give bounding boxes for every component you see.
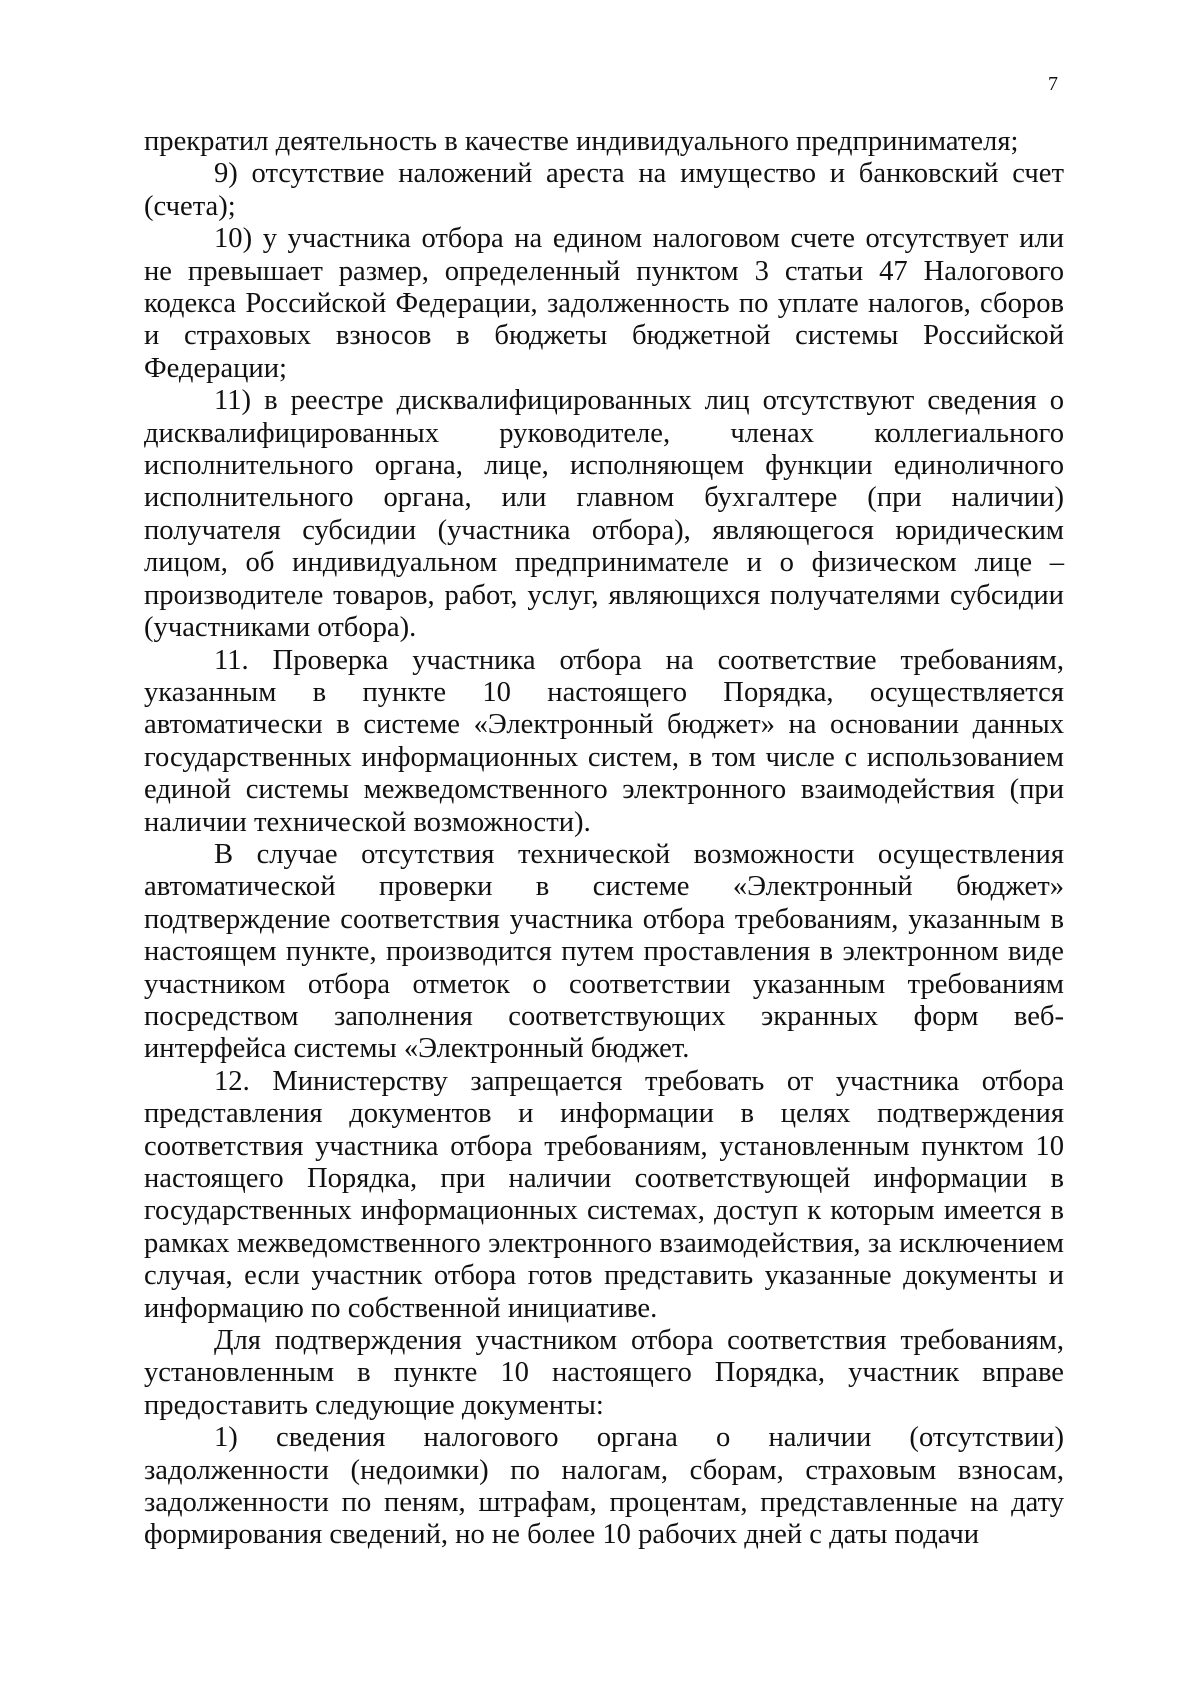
paragraph-section-12: 12. Министерству запрещается требовать от участника отбора представления документов и информации в целях подтверждения соответствия участника отбора требованиям, установленным пунктом 10 настоящего Порядка, при наличии соответствующей информации в государственных информационных системах, доступ к которым имеется в рамках межведомственного электронного взаимодействия, за исключением случая, если участник отбора готов представить указанные документы и информацию по собственной инициативе. (144, 1065, 1064, 1324)
paragraph-section-11: 11. Проверка участника отбора на соответствие требованиям, указанным в пункте 10 настоящего Порядка, осуществляется автоматически в системе «Электронный бюджет» на основании данных государственных информационных систем, в том числе с использованием единой системы межведомственного электронного взаимодействия (при наличии технической возможности). (144, 644, 1064, 838)
paragraph-documents-intro: Для подтверждения участником отбора соответствия требованиям, установленным в пункте 10 настоящего Порядка, участник вправе предоставить следующие документы: (144, 1325, 1064, 1421)
paragraph-document-item-1: 1) сведения налогового органа о наличии (отсутствии) задолженности (недоимки) по налогам, сборам, страховым взносам, задолженности по пеням, штрафам, процентам, представленные на дату формирования сведений, но не более 10 рабочих дней с даты подачи (144, 1422, 1064, 1551)
paragraph-item-11: 11) в реестре дисквалифицированных лиц отсутствуют сведения о дисквалифицированных руководителе, членах коллегиального исполнительного органа, лице, исполняющем функции единоличного исполнительного органа, или главном бухгалтере (при наличии) получателя субсидии (участника отбора), являющегося юридическим лицом, об индивидуальном предпринимателе и о физическом лице – производителе товаров, работ, услуг, являющихся получателями субсидии (участниками отбора). (144, 385, 1064, 644)
page-number: 7 (1048, 73, 1058, 95)
paragraph-item-10: 10) у участника отбора на едином налоговом счете отсутствует или не превышает размер, определенный пунктом 3 статьи 47 Налогового кодекса Российской Федерации, задолженность по уплате налогов, сборов и страховых взносов в бюджеты бюджетной системы Российской Федерации; (144, 223, 1064, 384)
paragraph-item-9: 9) отсутствие наложений ареста на имущество и банковский счет (счета); (144, 158, 1064, 222)
paragraph-continuation: прекратил деятельность в качестве индивидуального предпринимателя; (144, 126, 1019, 157)
paragraph-section-11-continued: В случае отсутствия технической возможности осуществления автоматической проверки в системе «Электронный бюджет» подтверждение соответствия участника отбора требованиям, указанным в настоящем пункте, производится путем проставления в электронном виде участником отбора отметок о соответствии указанным требованиям посредством заполнения соответствующих экранных форм веб-интерфейса системы «Электронный бюджет. (144, 838, 1064, 1065)
document-body (144, 126, 1064, 1552)
